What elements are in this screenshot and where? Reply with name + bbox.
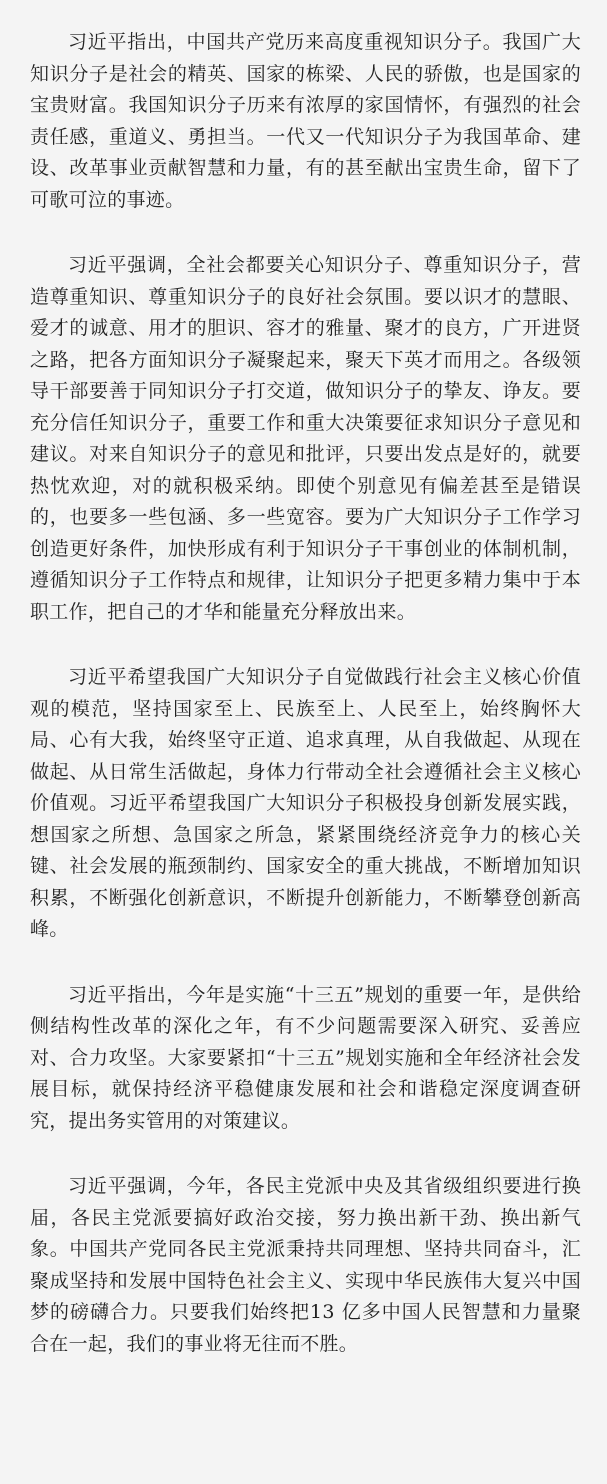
paragraph-3: 习近平希望我国广大知识分子自觉做践行社会主义核心价值观的模范，坚持国家至上、民族至上、人民至上，始终胸怀大局、心有大我，始终坚守正道、追求真理，从自我做起、从现在做起、从日常生活做起，身体力行带动全社会遵循社会主义核心价值观。习近平希望我国广大知识分子积极投身创新发展实践，想国家之所想、急国家之所急，紧紧围绕经济竞争力的核心关键、社会发展的瓶颈制约、国家安全的重大挑战，不断增加知识积累，不断强化创新意识，不断提升创新能力，不断攀登创新高峰。 [30,666,581,940]
paragraph-2: 习近平强调，全社会都要关心知识分子、尊重知识分子，营造尊重知识、尊重知识分子的良好社会氛围。要以识才的慧眼、爱才的诚意、用才的胆识、容才的雅量、聚才的良方，广开进贤之路，把各方面知识分子凝聚起来，聚天下英才而用之。各级领导干部要善于同知识分子打交道，做知识分子的挚友、诤友。要充分信任知识分子，重要工作和重大决策要征求知识分子意见和建议。对来自知识分子的意见和批评，只要出发点是好的，就要热忱欢迎，对的就积极采纳。即使个别意见有偏差甚至是错误的，也要多一些包涵、多一些宽容。要为广大知识分子工作学习创造更好条件，加快形成有利于知识分子干事创业的体制机制，遵循知识分子工作特点和规律，让知识分子把更多精力集中于本职工作，把自己的才华和能量充分释放出来。 [30,254,581,623]
paragraph-4: 习近平指出，今年是实施“十三五”规划的重要一年，是供给侧结构性改革的深化之年，有不少问题需要深入研究、妥善应对、合力攻坚。大家要紧扣“十三五”规划实施和全年经济社会发展目标，就保持经济平稳健康发展和社会和谐稳定深度调查研究，提出务实管用的对策建议。 [30,983,581,1132]
paragraph-1: 习近平指出，中国共产党历来高度重视知识分子。我国广大知识分子是社会的精英、国家的栋梁、人民的骄傲，也是国家的宝贵财富。我国知识分子历来有浓厚的家国情怀，有强烈的社会责任感，重道义、勇担当。一代又一代知识分子为我国革命、建设、改革事业贡献智慧和力量，有的甚至献出宝贵生命，留下了可歌可泣的事迹。 [30,31,581,211]
paragraph-5: 习近平强调，今年，各民主党派中央及其省级组织要进行换届，各民主党派要搞好政治交接，努力换出新干劲、换出新气象。中国共产党同各民主党派秉持共同理想、坚持共同奋斗，汇聚成坚持和发展中国特色社会主义、实现中华民族伟大复兴中国梦的磅礴合力。只要我们始终把13 亿多中国人民智慧和力量聚合在一起，我们的事业将无往而不胜。 [30,1175,581,1355]
